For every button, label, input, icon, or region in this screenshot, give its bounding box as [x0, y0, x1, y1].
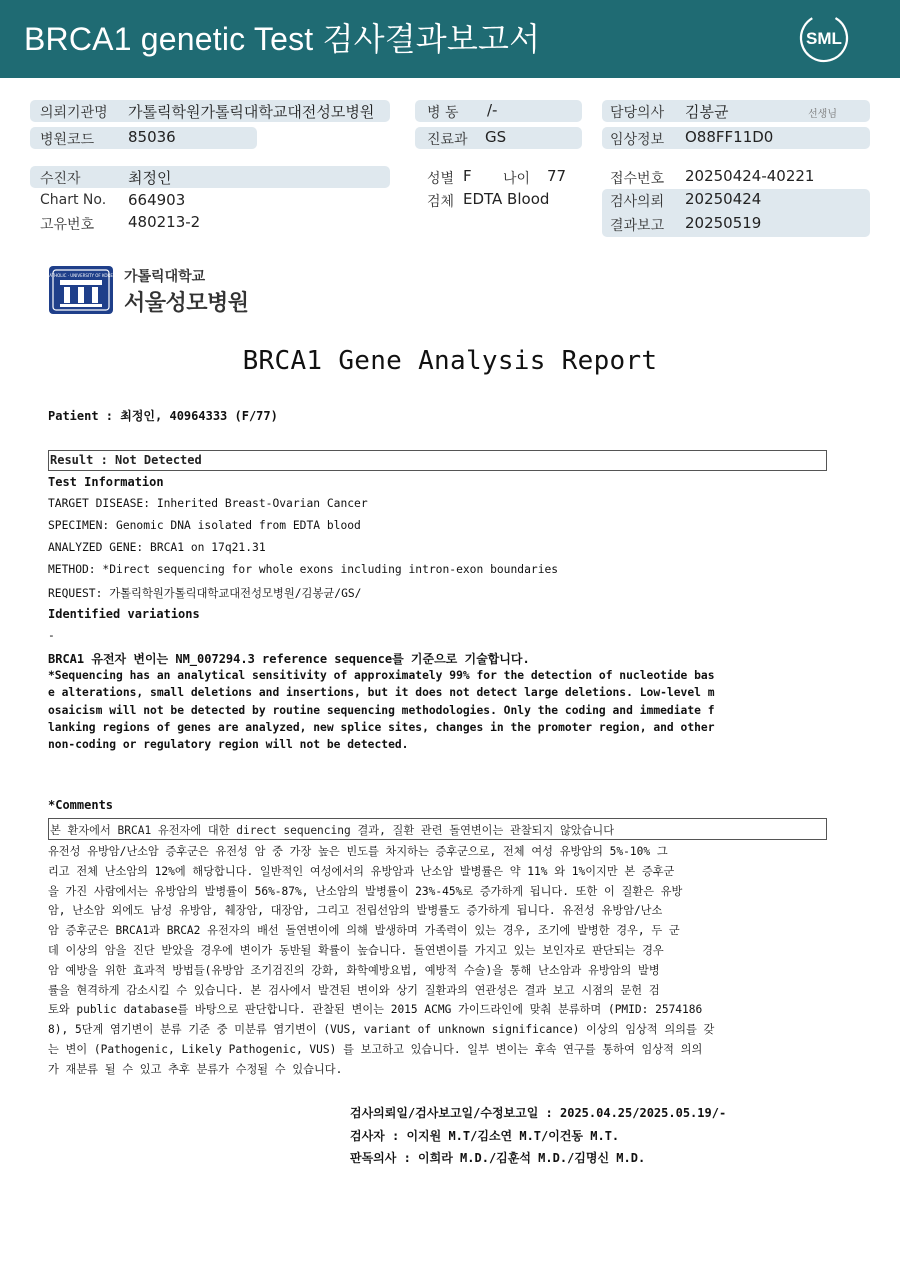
- patient-line: Patient : 최정인, 40964333 (F/77): [48, 409, 278, 423]
- comment-line: 을 가진 사람에서는 유방암의 발병률이 56%-87%, 난소암의 발병률이 23%-45%로 증가하게 됩니다. 또한 이 질환은 유방: [48, 884, 683, 898]
- age-label: 나이: [503, 171, 531, 187]
- report-date-value: 20250519: [685, 214, 762, 232]
- hospital-logo-small-text: 가톨릭대학교: [124, 269, 206, 285]
- department-label: 진료과: [427, 132, 468, 148]
- reference-line: BRCA1 유전자 변이는 NM_007294.3 reference sequence를 기준으로 기술합니다.: [48, 652, 530, 666]
- sex-label: 성별: [427, 171, 455, 187]
- receipt-no-field: [602, 166, 870, 188]
- analyzed-gene-line: ANALYZED GENE: BRCA1 on 17q21.31: [48, 541, 266, 554]
- hospital-code-value: 85036: [128, 128, 176, 146]
- report-dates-line: 검사의뢰일/검사보고일/수정보고일 : 2025.04.25/2025.05.19/-: [350, 1106, 727, 1120]
- test-info-heading: Test Information: [48, 475, 164, 489]
- comments-heading: *Comments: [48, 798, 114, 812]
- result-line: Result : Not Detected: [50, 453, 202, 467]
- request-line: REQUEST: 가톨릭학원가톨릭대학교대전성모병원/김봉균/GS/: [48, 587, 362, 600]
- age-value: 77: [547, 167, 567, 185]
- result-box: [48, 450, 827, 471]
- specimen-line: SPECIMEN: Genomic DNA isolated from EDTA blood: [48, 519, 361, 532]
- chart-no-field: [30, 190, 390, 212]
- specimen-value: EDTA Blood: [463, 190, 550, 208]
- department-field: [415, 127, 582, 149]
- comment-line: 유전성 유방암/난소암 증후군은 유전성 암 중 가장 높은 빈도를 차지하는 증후군으로, 전체 여성 유방암의 5%-10% 그: [48, 845, 668, 858]
- ordering-org-value: 가톨릭학원가톨릭대학교대전성모병원: [128, 103, 375, 121]
- comment-line: 암 증후군은 BRCA1과 BRCA2 유전자의 배선 돌연변이에 의해 발생하며 가족력이 있는 경우, 조기에 발병한 경우, 두 군: [48, 924, 680, 938]
- physician-value: 김봉균: [685, 103, 729, 121]
- technicians-line: 검사자 : 이지원 M.T/김소연 M.T/이건동 M.T.: [350, 1129, 620, 1143]
- sex-value: F: [463, 167, 472, 185]
- hospital-emblem-icon: [48, 264, 114, 316]
- report-date-label: 결과보고: [610, 218, 665, 234]
- hospital-emblem-text: CATHOLIC · UNIVERSITY OF KOREA: [48, 273, 114, 278]
- receipt-no-value: 20250424-40221: [685, 167, 815, 185]
- identified-heading: Identified variations: [48, 607, 200, 621]
- specimen-field: [415, 189, 582, 211]
- ward-label: 병 동: [427, 105, 459, 121]
- sml-logo: [798, 12, 850, 64]
- chart-no-label: Chart No.: [40, 192, 107, 208]
- specimen-label: 검체: [427, 194, 455, 210]
- patient-label: 수진자: [40, 171, 81, 187]
- sensitivity-line: *Sequencing has an analytical sensitivity of approximately 99% for the detection of nucleotide bas: [48, 669, 715, 682]
- comment-line: 암 예방을 위한 효과적 방법들(유방암 조기검진의 강화, 화학예방요법, 예방적 수술)을 통해 난소암과 유방암의 발병: [48, 963, 660, 977]
- comment-line: 토와 public database를 바탕으로 판단합니다. 관찰된 변이는 2015 ACMG 가이드라인에 맞춰 분류하며 (PMID: 2574186: [48, 1003, 703, 1017]
- sensitivity-line: lanking regions of genes are analyzed, new splice sites, changes in the promoter region, and other: [48, 720, 715, 734]
- unique-no-value: 480213-2: [128, 213, 201, 231]
- sml-logo-text: SML: [806, 29, 842, 48]
- report-header-title: BRCA1 genetic Test 검사결과보고서: [24, 21, 541, 57]
- sex-age-field: [415, 166, 582, 188]
- physician-field: [602, 100, 870, 122]
- clinical-info-value: O88FF11D0: [685, 128, 774, 146]
- physician-suffix: 선생님: [808, 109, 837, 120]
- method-line: METHOD: *Direct sequencing for whole exons including intron-exon boundaries: [48, 563, 559, 576]
- hospital-code-field: [30, 127, 257, 149]
- patient-value: 최정인: [128, 169, 172, 187]
- sensitivity-paragraph: [48, 667, 828, 753]
- sensitivity-line: e alterations, small deletions and insertions, but it does not detect large deletions. Low-level m: [48, 686, 715, 700]
- sensitivity-line: osaicism will not be detected by routine sequencing methodologies. Only the coding and immediate f: [48, 703, 715, 717]
- department-value: GS: [485, 128, 507, 146]
- hospital-logo: [48, 264, 278, 316]
- comment-box-text: 본 환자에서 BRCA1 유전자에 대한 direct sequencing 결과, 질환 관련 돌연변이는 관찰되지 않았습니다: [50, 824, 615, 837]
- comment-line: 8), 5단계 염기변이 분류 기준 중 미분류 염기변이 (VUS, variant of unknown significance) 이상의 임상적 의의를 갖: [48, 1023, 715, 1037]
- chart-no-value: 664903: [128, 191, 186, 209]
- comment-line: 가 재분류 될 수 있고 추후 분류가 수정될 수 있습니다.: [48, 1062, 343, 1076]
- physician-label: 담당의사: [610, 105, 665, 121]
- comment-line: 데 이상의 암을 진단 받았을 경우에 변이가 동반될 확률이 높습니다. 돌연변이를 가지고 있는 보인자로 판단되는 경우: [48, 943, 664, 957]
- comment-paragraph: [48, 842, 828, 1080]
- request-date-value: 20250424: [685, 190, 762, 208]
- clinical-info-field: [602, 127, 870, 149]
- comment-line: 리고 전체 난소암의 12%에 해당합니다. 일반적인 여성에서의 유방암과 난소암 발병률은 약 11% 와 1%이지만 본 증후군: [48, 864, 675, 878]
- readers-line: 판독의사 : 이희라 M.D./김훈석 M.D./김명신 M.D.: [350, 1151, 646, 1165]
- patient-field: [30, 166, 390, 188]
- ordering-org-field: [30, 100, 390, 122]
- request-date-label: 검사의뢰: [610, 194, 665, 210]
- report-header-bar: [0, 0, 900, 78]
- request-date-field: [602, 189, 870, 237]
- identified-value: -: [48, 629, 55, 642]
- clinical-info-label: 임상정보: [610, 132, 665, 148]
- report-title: BRCA1 Gene Analysis Report: [242, 346, 658, 376]
- comment-line: 는 변이 (Pathogenic, Likely Pathogenic, VUS) 를 보고하고 있습니다. 일부 변이는 후속 연구를 통하여 임상적 의의: [48, 1042, 703, 1056]
- ordering-org-label: 의뢰기관명: [40, 105, 108, 121]
- comment-line: 암, 난소암 외에도 남성 유방암, 췌장암, 대장암, 그리고 전립선암의 발병률도 증가하게 됩니다. 유전성 유방암/난소: [48, 904, 663, 918]
- target-disease-line: TARGET DISEASE: Inherited Breast-Ovarian Cancer: [48, 497, 368, 510]
- unique-no-label: 고유번호: [40, 217, 95, 233]
- ward-field: [415, 100, 582, 122]
- comment-line: 률을 현격하게 감소시킬 수 있습니다. 본 검사에서 발견된 변이와 상기 질환과의 연관성은 결과 보고 시점의 문헌 검: [48, 983, 660, 997]
- comment-box: [48, 818, 827, 840]
- receipt-no-label: 접수번호: [610, 171, 665, 187]
- hospital-logo-name: 서울성모병원: [124, 291, 249, 316]
- ward-value: /-: [487, 101, 498, 119]
- sensitivity-line: non-coding or regulatory region will not be detected.: [48, 738, 409, 752]
- hospital-code-label: 병원코드: [40, 132, 95, 148]
- unique-no-field: [30, 212, 390, 234]
